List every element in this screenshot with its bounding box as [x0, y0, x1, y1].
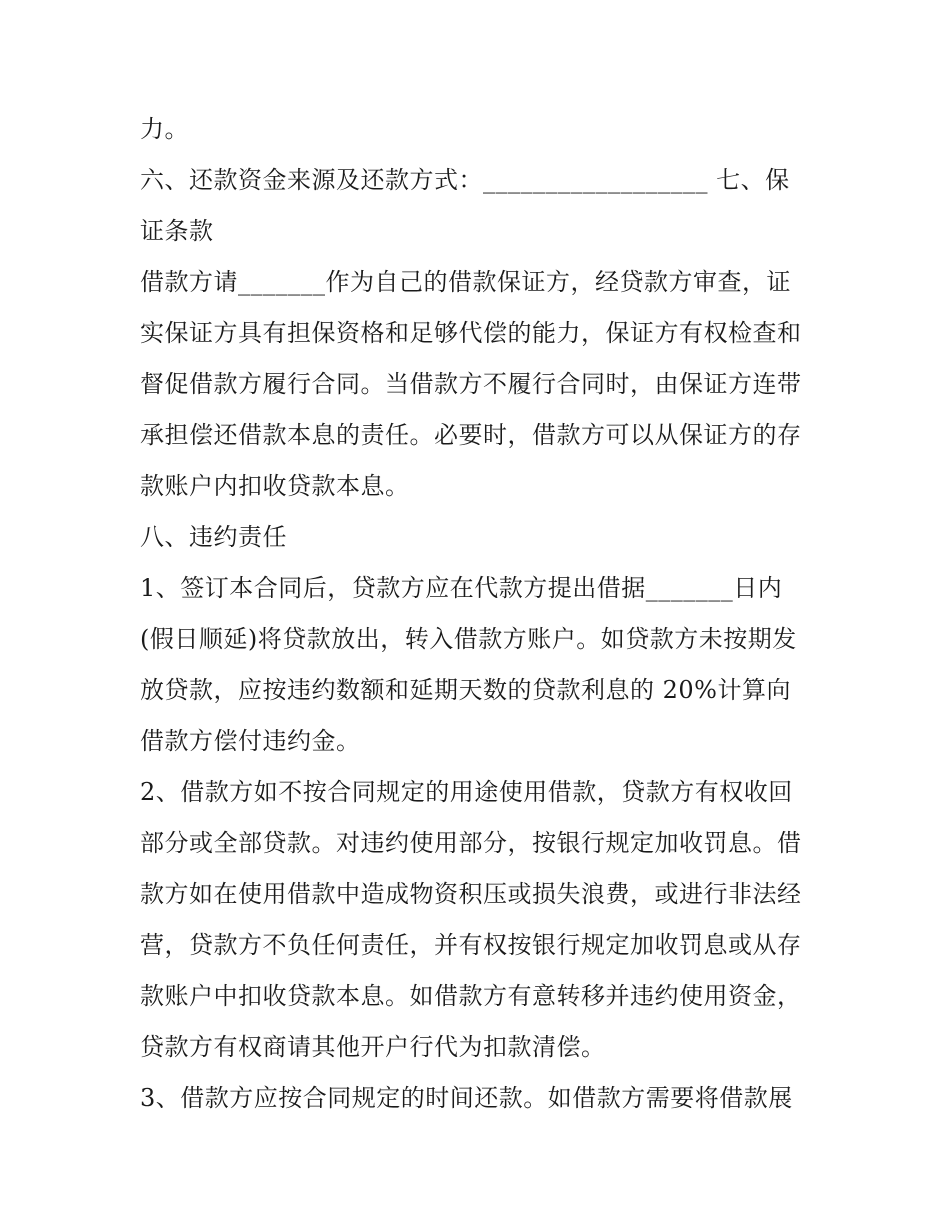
text-line: 力。 — [140, 115, 189, 143]
text-line: 放贷款，应按违约数额和延期天数的贷款利息的 20%计算向 — [140, 676, 791, 704]
text-line: 实保证方具有担保资格和足够代偿的能力，保证方有权检查和 — [140, 319, 802, 347]
text-line: 贷款方有权商请其他开户行代为扣款清偿。 — [140, 1033, 606, 1061]
text-line: 八、违约责任 — [140, 523, 287, 551]
text-line: 督促借款方履行合同。当借款方不履行合同时，由保证方连带 — [140, 370, 802, 398]
text-line: 2、借款方如不按合同规定的用途使用借款，贷款方有权收回 — [140, 778, 793, 806]
text-line: 六、还款资金来源及还款方式：__________________ 七、保 — [140, 166, 790, 194]
text-line: 借款方请_______作为自己的借款保证方，经贷款方审查，证 — [140, 268, 791, 296]
document-body — [140, 106, 820, 1126]
text-line: 营，贷款方不负任何责任，并有权按银行规定加收罚息或从存 — [140, 931, 802, 959]
text-line: 承担偿还借款本息的责任。必要时，借款方可以从保证方的存 — [140, 421, 802, 449]
text-line: 部分或全部贷款。对违约使用部分，按银行规定加收罚息。借 — [140, 829, 802, 857]
text-line: 3、借款方应按合同规定的时间还款。如借款方需要将借款展 — [140, 1084, 793, 1112]
text-line: 款方如在使用借款中造成物资积压或损失浪费，或进行非法经 — [140, 880, 802, 908]
text-line: (假日顺延)将贷款放出，转入借款方账户。如贷款方未按期发 — [140, 625, 797, 653]
text-line: 借款方偿付违约金。 — [140, 727, 361, 755]
text-line: 证条款 — [140, 217, 214, 245]
text-line: 款账户中扣收贷款本息。如借款方有意转移并违约使用资金， — [140, 982, 802, 1010]
text-line: 1、签订本合同后，贷款方应在代款方提出借据_______日内 — [140, 574, 783, 602]
text-line: 款账户内扣收贷款本息。 — [140, 472, 410, 500]
